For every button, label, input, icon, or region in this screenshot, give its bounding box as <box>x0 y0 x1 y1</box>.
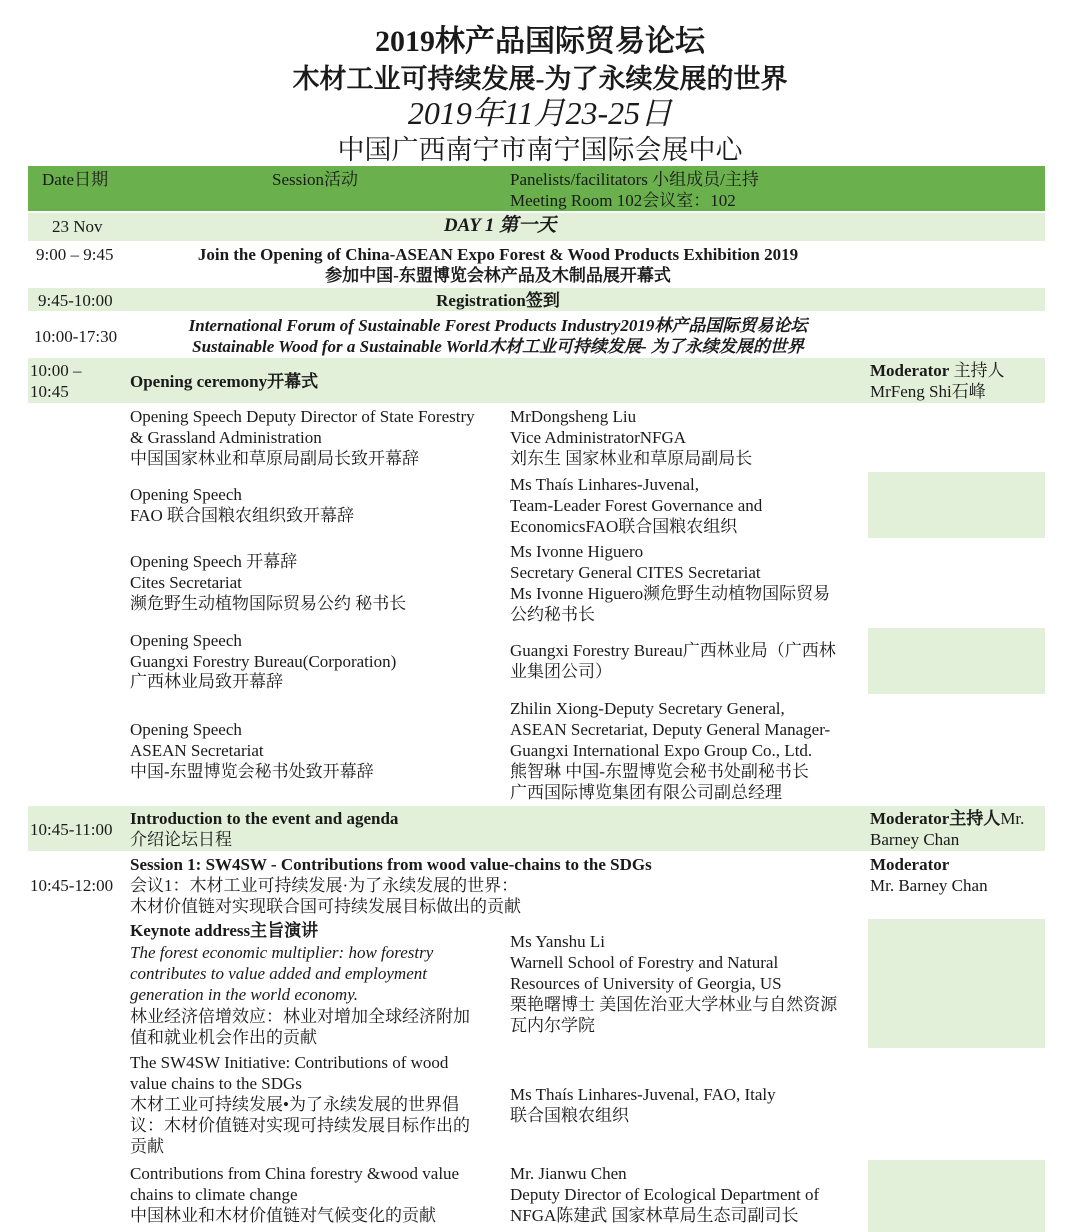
opening-title: Opening ceremony开幕式 <box>130 372 319 391</box>
column-panelists: Panelists/facilitators 小组成员/主持 <box>510 170 759 189</box>
keynote-topic3: generation in the world economy. <box>130 985 359 1004</box>
speech2-line2: FAO 联合国粮农组织致开幕辞 <box>130 506 354 525</box>
speech1-panelist2: Vice AdministratorNFGA <box>510 428 687 447</box>
speech1-panelist3: 刘东生 国家林业和草原局副局长 <box>510 449 753 468</box>
speech3-panelist3: Ms Ivonne Higuero濒危野生动植物国际贸易 <box>510 584 831 603</box>
speech3-line1: Opening Speech 开幕辞 <box>130 552 298 571</box>
opening-time-end: 10:45 <box>30 382 69 401</box>
speech1-panelist1: MrDongsheng Liu <box>510 407 637 426</box>
speech5-line1: Opening Speech <box>130 720 242 739</box>
intro-moderator-name: Barney Chan <box>870 830 960 849</box>
keynote-speaker3: Resources of University of Georgia, US <box>510 974 782 993</box>
initiative-line2: value chains to the SDGs <box>130 1074 302 1093</box>
day-date: 23 Nov <box>52 217 103 236</box>
initiative-line5: 贡献 <box>130 1137 164 1156</box>
opening-time-start: 10:00 – <box>30 361 82 380</box>
speech4-line1: Opening Speech <box>130 631 242 650</box>
registration-time: 9:45-10:00 <box>38 291 113 310</box>
expo-time: 9:00 – 9:45 <box>36 245 114 264</box>
keynote-speaker4: 栗艳曙博士 美国佐治亚大学林业与自然资源 <box>510 995 838 1014</box>
session1-title: Session 1: SW4SW - Contributions from wood value-chains to the SDGs <box>130 855 652 874</box>
speech3-line3: 濒危野生动植物国际贸易公约 秘书长 <box>130 594 407 613</box>
column-session: Session活动 <box>272 170 358 189</box>
registration-label: Registration签到 <box>436 291 560 310</box>
initiative-speaker2: 联合国粮农组织 <box>510 1106 629 1125</box>
climate-speaker3: NFGA陈建武 国家林草局生态司副司长 <box>510 1206 799 1225</box>
keynote-speaker5: 瓦内尔学院 <box>510 1016 595 1035</box>
expo-title-cn: 参加中国-东盟博览会林产品及木制品展开幕式 <box>325 266 671 285</box>
speech1-line3: 中国国家林业和草原局副局长致开幕辞 <box>130 449 419 468</box>
speech2-panelist1: Ms Thaís Linhares-Juvenal, <box>510 475 700 494</box>
meeting-room: Meeting Room 102会议室：102 <box>510 191 736 210</box>
climate-cell <box>868 1160 1045 1232</box>
climate-line3: 中国林业和木材价值链对气候变化的贡献 <box>130 1206 436 1225</box>
speech5-panelist3: Guangxi International Expo Group Co., Ltd. <box>510 741 813 760</box>
speech1-line1: Opening Speech Deputy Director of State Forestry <box>130 407 475 426</box>
session1-title-cn2: 木材价值链对实现联合国可持续发展目标做出的贡献 <box>130 897 521 916</box>
intro-moderator: Moderator主持人Mr. <box>870 809 1025 828</box>
keynote-label: Keynote address主旨演讲 <box>130 921 319 940</box>
speech3-line2: Cites Secretariat <box>130 573 242 592</box>
speech2-panelist3: EconomicsFAO联合国粮农组织 <box>510 517 738 536</box>
session1-time: 10:45-12:00 <box>30 876 114 895</box>
speech2-line1: Opening Speech <box>130 485 242 504</box>
speech2-cell <box>868 472 1045 538</box>
initiative-line3: 木材工业可持续发展•为了永续发展的世界倡 <box>130 1095 459 1114</box>
keynote-cell <box>868 919 1045 1048</box>
session1-moderator: Moderator <box>870 855 950 874</box>
event-date: 2019年11月23-25日 <box>407 95 673 131</box>
forum-time: 10:00-17:30 <box>34 327 118 346</box>
speech4-cell <box>868 628 1045 694</box>
climate-line1: Contributions from China forestry &wood value <box>130 1164 460 1183</box>
page-title: 2019林产品国际贸易论坛 <box>375 25 705 58</box>
opening-moderator-label: Moderator 主持人 <box>870 361 1005 380</box>
speech4-line2: Guangxi Forestry Bureau(Corporation) <box>130 652 397 671</box>
initiative-line4: 议：木材价值链对实现可持续发展目标作出的 <box>130 1116 470 1135</box>
intro-title-cn: 介绍论坛日程 <box>130 830 232 849</box>
speech4-panelist2: 业集团公司） <box>510 662 612 681</box>
speech5-line2: ASEAN Secretariat <box>130 741 264 760</box>
expo-title: Join the Opening of China-ASEAN Expo Forest & Wood Products Exhibition 2019 <box>197 245 799 264</box>
forum-title: International Forum of Sustainable Forest Products Industry2019林产品国际贸易论坛 <box>188 316 808 335</box>
speech2-panelist2: Team-Leader Forest Governance and <box>510 496 763 515</box>
speech5-panelist2: ASEAN Secretariat, Deputy General Manager- <box>510 720 831 739</box>
keynote-topic-cn2: 值和就业机会作出的贡献 <box>130 1028 317 1047</box>
speech5-line3: 中国-东盟博览会秘书处致开幕辞 <box>130 762 374 781</box>
intro-time: 10:45-11:00 <box>30 820 113 839</box>
speech3-panelist4: 公约秘书长 <box>510 605 595 624</box>
keynote-topic2: contributes to value added and employment <box>130 964 427 983</box>
speech3-panelist1: Ms Ivonne Higuero <box>510 542 644 561</box>
speech5-panelist5: 广西国际博览集团有限公司副总经理 <box>510 783 782 802</box>
speech4-line3: 广西林业局致开幕辞 <box>130 672 283 691</box>
keynote-topic1: The forest economic multiplier: how forestry <box>130 943 434 962</box>
climate-speaker2: Deputy Director of Ecological Department of <box>510 1185 820 1204</box>
keynote-speaker2: Warnell School of Forestry and Natural <box>510 953 779 972</box>
session1-title-cn1: 会议1：木材工业可持续发展·为了永续发展的世界： <box>130 876 519 895</box>
column-date: Date日期 <box>42 170 109 189</box>
page-subtitle: 木材工业可持续发展-为了永续发展的世界 <box>292 64 788 94</box>
day-label: DAY 1 第一天 <box>443 215 557 236</box>
forum-subtitle: Sustainable Wood for a Sustainable World木材工业可持续发展- 为了永续发展的世界 <box>192 337 804 356</box>
session1-moderator-name: Mr. Barney Chan <box>870 876 988 895</box>
speech1-line2: & Grassland Administration <box>130 428 322 447</box>
speech5-panelist1: Zhilin Xiong-Deputy Secretary General, <box>510 699 785 718</box>
event-venue: 中国广西南宁市南宁国际会展中心 <box>337 135 743 165</box>
keynote-topic-cn1: 林业经济倍增效应：林业对增加全球经济附加 <box>130 1007 470 1026</box>
opening-moderator-name: MrFeng Shi石峰 <box>870 382 986 401</box>
keynote-speaker1: Ms Yanshu Li <box>510 932 605 951</box>
climate-speaker1: Mr. Jianwu Chen <box>510 1164 627 1183</box>
climate-line2: chains to climate change <box>130 1185 298 1204</box>
intro-title: Introduction to the event and agenda <box>130 809 399 828</box>
speech3-panelist2: Secretary General CITES Secretariat <box>510 563 761 582</box>
initiative-line1: The SW4SW Initiative: Contributions of wood <box>130 1053 449 1072</box>
speech5-panelist4: 熊智琳 中国-东盟博览会秘书处副秘书长 <box>510 762 809 781</box>
speech4-panelist1: Guangxi Forestry Bureau广西林业局（广西林 <box>510 641 836 660</box>
initiative-speaker1: Ms Thaís Linhares-Juvenal, FAO, Italy <box>510 1085 776 1104</box>
